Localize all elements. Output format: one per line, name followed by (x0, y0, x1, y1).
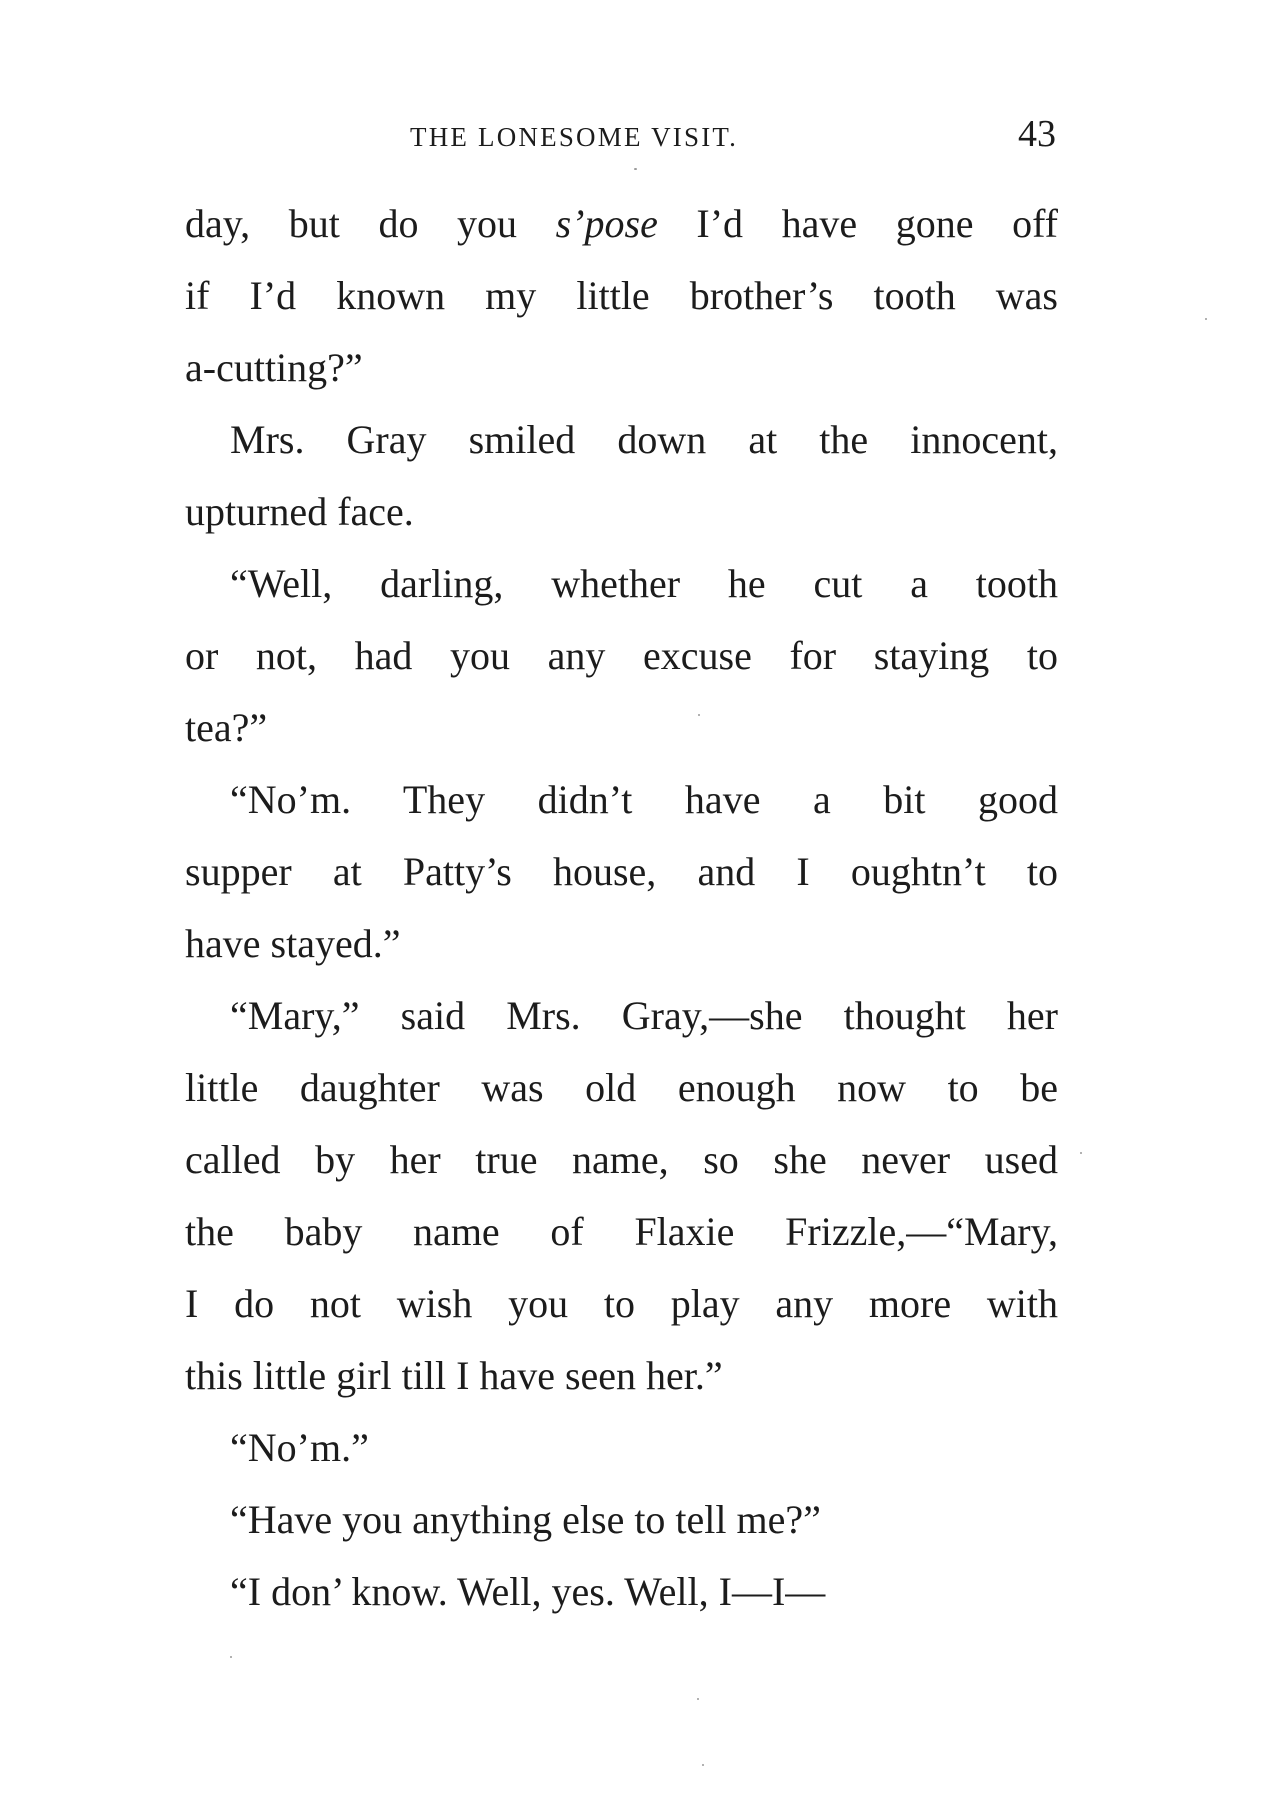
text-line: the baby name of Flaxie Frizzle,—“Mary, (185, 1209, 1058, 1254)
text-line: tea?” (185, 705, 268, 750)
scan-speck (230, 1656, 232, 1658)
text-line: if I’d known my little brother’s tooth was (185, 273, 1058, 318)
paragraph-first-line: “Mary,” said Mrs. Gray,—she thought her (230, 993, 1058, 1038)
scan-speck (1080, 1152, 1082, 1154)
paragraph-first-line: “I don’ know. Well, yes. Well, I—I— (230, 1569, 826, 1614)
text-line: or not, had you any excuse for staying to (185, 633, 1058, 678)
text-line: day, but do you s’pose I’d have gone off (185, 201, 1058, 246)
paragraph-first-line: “Have you anything else to tell me?” (230, 1497, 821, 1542)
text-line: upturned face. (185, 489, 414, 534)
body-text (185, 188, 1058, 1628)
running-title: THE LONESOME VISIT. (410, 122, 739, 152)
text-line: supper at Patty’s house, and I oughtn’t to (185, 849, 1058, 894)
text-line: a-cutting?” (185, 345, 363, 390)
text-line: this little girl till I have seen her.” (185, 1353, 723, 1398)
scan-speck (698, 714, 700, 716)
text-line: called by her true name, so she never used (185, 1137, 1058, 1182)
paragraph-first-line: Mrs. Gray smiled down at the innocent, (230, 417, 1058, 462)
scan-speck (702, 1764, 704, 1766)
text-line: have stayed.” (185, 921, 401, 966)
text-line: I do not wish you to play any more with (185, 1281, 1058, 1326)
paragraph-first-line: “No’m.” (230, 1425, 369, 1470)
paragraph-first-line: “No’m. They didn’t have a bit good (230, 777, 1058, 822)
scan-speck (634, 168, 637, 170)
page-header (185, 112, 1060, 160)
scan-speck (697, 1698, 699, 1700)
paragraph-first-line: “Well, darling, whether he cut a tooth (230, 561, 1058, 606)
text-line: little daughter was old enough now to be (185, 1065, 1058, 1110)
italic-word: s’pose (555, 201, 658, 246)
page-number: 43 (1018, 113, 1056, 155)
scan-speck (1205, 318, 1207, 320)
